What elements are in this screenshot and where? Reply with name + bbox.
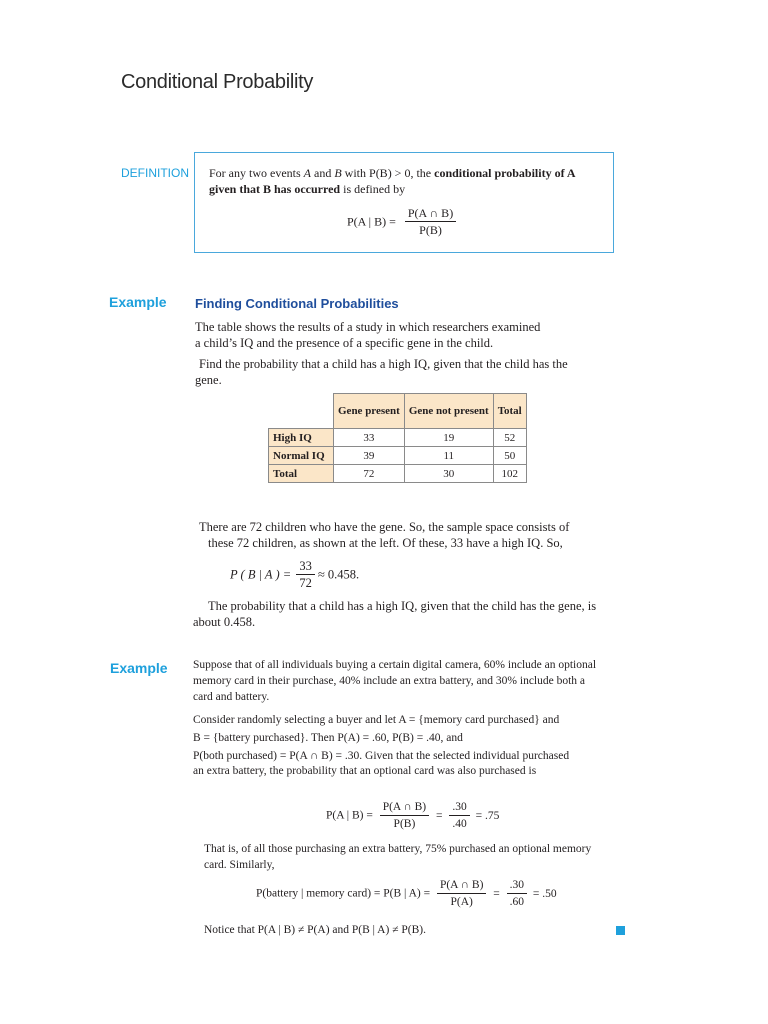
end-of-example-marker-icon	[616, 926, 625, 935]
definition-box	[194, 152, 614, 253]
example-heading: Finding Conditional Probabilities	[195, 296, 399, 311]
table-cell: 19	[404, 429, 493, 447]
table-cell: 33	[334, 429, 405, 447]
definition-text: For any two events A and B with P(B) > 0, the conditional probability of A given that B has occurred is defined by	[209, 166, 576, 196]
example2-para2: Consider randomly selecting a buyer and let A = {memory card purchased} and B = {battery purchased}. Then P(A) = .60, P(B) = .40, and P(both purchased) = P(A ∩ B) = .30. Given that the selected individual purchased an extra battery, the probability that an optional card was also purchased is	[193, 714, 570, 777]
example1-para4: The probability that a child has a high IQ, given that the child has the gene, is about 0.458.	[193, 599, 597, 629]
definition-formula: P(A | B) = $\frac{P(A \cap B)}{P(B)}$	[347, 205, 456, 238]
table-cell: 50	[493, 447, 526, 465]
row-header: Total	[269, 465, 334, 483]
table-cell: 30	[404, 465, 493, 483]
definition-label: DEFINITION	[121, 166, 189, 180]
example1-para3: There are 72 children who have the gene. So, the sample space consists of these 72 children, as shown at the left. Of these, 33 have a high IQ. So,	[199, 520, 570, 550]
example2-para3: That is, of all those purchasing an extra battery, 75% purchased an optional memory card. Similarly,	[204, 843, 592, 871]
col-header: Gene not present	[404, 394, 493, 429]
example2-formula2: P(battery | memory card) = P(B | A) = $\frac{P(A \cap B)}{P(A)}$ = $\frac{.30}{.60}$ = .50	[256, 879, 557, 908]
table-row	[269, 465, 527, 483]
table-row	[269, 447, 527, 465]
table-cell: 39	[334, 447, 405, 465]
table-row	[269, 429, 527, 447]
example1-para1: The table shows the results of a study in which researchers examined a child’s IQ and the presence of a specific gene in the child.	[195, 320, 541, 350]
example1-para2: Find the probability that a child has a high IQ, given that the child has the gene.	[195, 357, 568, 387]
iq-gene-table	[268, 393, 527, 483]
table-cell: 11	[404, 447, 493, 465]
page-title: Conditional Probability	[121, 71, 314, 93]
example2-para1: Suppose that of all individuals buying a certain digital camera, 60% include an optional memory card in their purchase, 40% include an extra battery, and 30% include both a card and battery.	[193, 659, 597, 703]
col-header: Gene present	[334, 394, 405, 429]
example2-notice: Notice that P(A | B) ≠ P(A) and P(B | A) ≠ P(B).	[204, 924, 426, 936]
example-label: Example	[109, 294, 167, 310]
col-header: Total	[493, 394, 526, 429]
example2-formula1: P(A | B) = $\frac{P(A \cap B)}{P(B)}$ = $\frac{.30}{.40}$ = .75	[326, 801, 500, 830]
row-header: High IQ	[269, 429, 334, 447]
example1-formula: P ( B | A ) = $\frac{33}{72}$ ≈ 0.458.	[230, 559, 360, 590]
table-cell: 102	[493, 465, 526, 483]
table-cell: 52	[493, 429, 526, 447]
example-label: Example	[110, 660, 168, 676]
table-cell: 72	[334, 465, 405, 483]
row-header: Normal IQ	[269, 447, 334, 465]
